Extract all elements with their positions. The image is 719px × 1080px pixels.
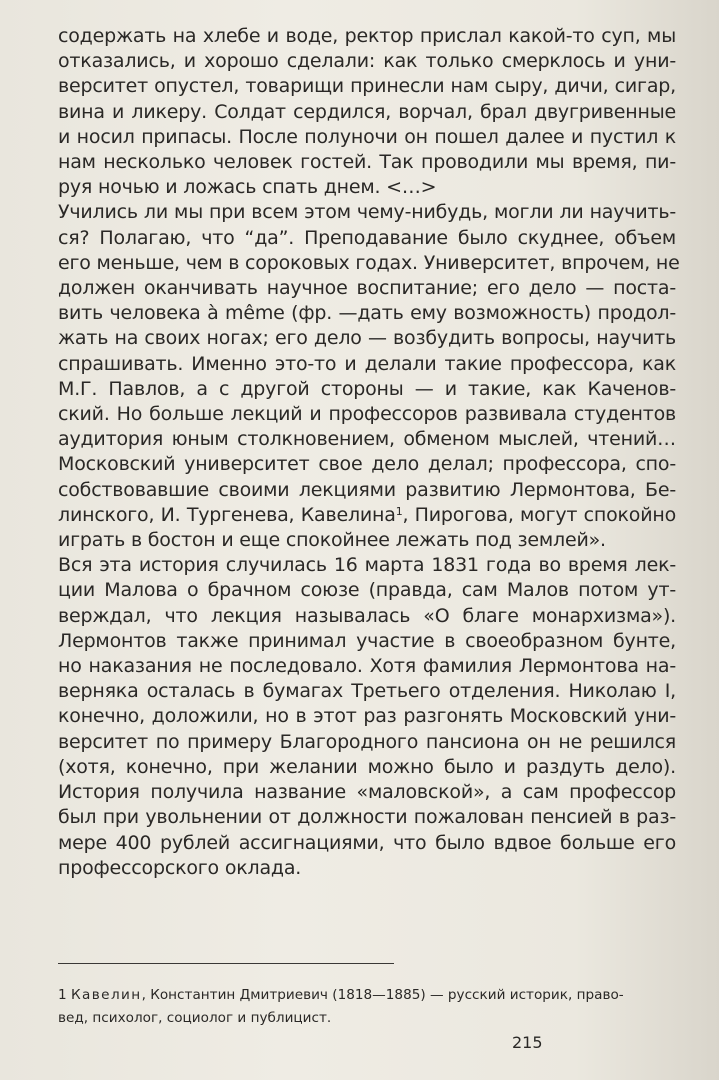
- text-line: собствовавшие своими лекциями развитию Лермонтова, Бе-: [58, 478, 676, 501]
- text-line: ся? Полагаю, что “да”. Преподавание было скуднее, объем: [58, 226, 676, 249]
- text-fragment: линского, И. Тургенева, Кавелина: [58, 503, 396, 526]
- text-line: его меньше, чем в сороковых годах. Университет, впрочем, не: [58, 251, 680, 274]
- main-text: [58, 24, 680, 881]
- text-line: Учились ли мы при всем этом чему-нибудь, могли ли научить-: [58, 201, 676, 224]
- text-line: аудитория юным столкновением, обменом мыслей, чтений…: [58, 428, 676, 451]
- text-line: М.Г. Павлов, а с другой стороны — и такие, как Каченов-: [58, 377, 676, 400]
- footnote-name: Кавелин: [70, 987, 142, 1003]
- text-line: профессорского оклада.: [58, 856, 302, 879]
- text-line: и носил припасы. После полуночи он пошел далее и пустил к: [58, 125, 676, 148]
- footnote-text: , Константин Дмитриевич (1818—1885) — русский историк, право-: [141, 987, 624, 1003]
- text-fragment: , Пирогова, могут спокойно: [402, 503, 676, 526]
- text-line: ции Малова о брачном союзе (правда, сам Малов потом ут-: [58, 579, 676, 602]
- text-line: руя ночью и ложась спать днем. <…>: [58, 176, 437, 199]
- text-line: верждал, что лекция называлась «О благе монархизма»).: [58, 604, 676, 627]
- page-number: 215: [512, 1033, 543, 1052]
- text-line: верситет по примеру Благородного пансиона он не решился: [58, 730, 676, 753]
- text-line: верняка осталась в бумагах Третьего отделения. Николаю I,: [58, 680, 676, 703]
- text-line: отказались, и хорошо сделали: как только смерклось и уни-: [58, 50, 676, 73]
- text-line: был при увольнении от должности пожалован пенсией в раз-: [58, 806, 676, 829]
- footnote: [58, 984, 678, 1030]
- text-line: спрашивать. Именно это-то и делали такие профессора, как: [58, 352, 676, 375]
- text-line: играть в бостон и еще спокойнее лежать под землей».: [58, 529, 606, 552]
- text-line: жать на своих ногах; его дело — возбудить вопросы, научить: [58, 327, 676, 350]
- footnote-line: вед, психолог, социолог и публицист.: [58, 1010, 332, 1026]
- text-line: вить человека à même (фр. —дать ему возможность) продол-: [58, 302, 676, 325]
- footnote-marker: 1: [58, 987, 67, 1003]
- footnote-divider: [58, 963, 394, 964]
- text-line: вина и ликеру. Солдат сердился, ворчал, брал двугривенные: [58, 100, 676, 123]
- text-line: но наказания не последовало. Хотя фамилия Лермонтова на-: [58, 655, 676, 678]
- text-line: нам несколько человек гостей. Так проводили мы время, пи-: [58, 151, 676, 174]
- text-line: Московский университет свое дело делал; профессора, спо-: [58, 453, 676, 476]
- text-line: верситет опустел, товарищи принесли нам сыру, дичи, сигар,: [58, 75, 676, 98]
- text-line: должен оканчивать научное воспитание; его дело — поста-: [58, 277, 676, 300]
- text-line: Вся эта история случилась 16 марта 1831 года во время лек-: [58, 554, 676, 577]
- text-line: ский. Но больше лекций и профессоров развивала студентов: [58, 403, 676, 426]
- text-line: (хотя, конечно, при желании можно было и раздуть дело).: [58, 755, 676, 778]
- text-line: мере 400 рублей ассигнациями, что было вдвое больше его: [58, 831, 676, 854]
- text-line: Лермонтов также принимал участие в своеобразном бунте,: [58, 629, 676, 652]
- text-line: содержать на хлебе и воде, ректор прислал какой-то суп, мы: [58, 25, 676, 47]
- footnote-ref: 1: [395, 504, 403, 518]
- footnote-line: [58, 984, 678, 1007]
- text-line: История получила название «маловской», а сам профессор: [58, 781, 676, 804]
- text-line-with-footnote-ref: [58, 503, 676, 528]
- text-line: конечно, доложили, но в этот раз разгонять Московский уни-: [58, 705, 676, 728]
